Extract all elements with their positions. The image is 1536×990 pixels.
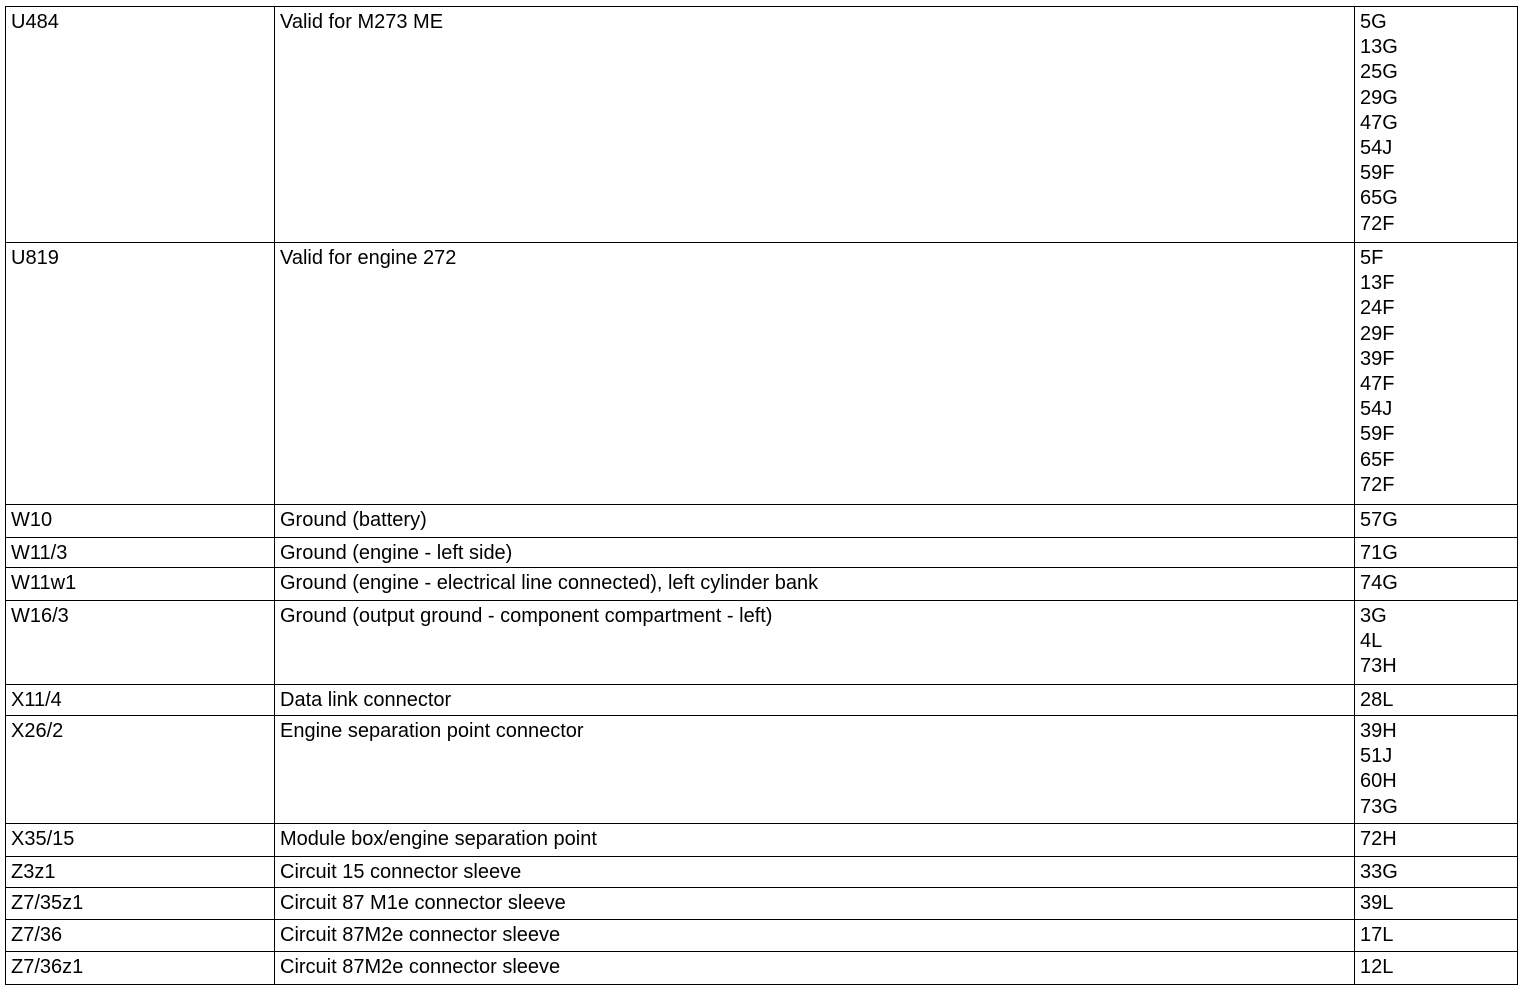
grid-coordinate: 57G <box>1360 509 1398 531</box>
grid-coordinates-cell <box>1355 888 1518 920</box>
grid-coordinate: 71G <box>1360 542 1398 564</box>
grid-coordinate: 13G <box>1360 36 1398 59</box>
grid-coordinate: 39L <box>1360 892 1394 914</box>
grid-coordinate: 74G <box>1360 572 1398 594</box>
grid-coordinate: 65G <box>1360 187 1398 210</box>
legend-table-body <box>6 7 1518 985</box>
table-row <box>6 824 1518 857</box>
grid-coordinate: 65F <box>1360 448 1395 471</box>
grid-coordinate: 59F <box>1360 162 1395 185</box>
grid-coordinate: 5G <box>1360 11 1387 33</box>
component-code-cell: Z7/35z1 <box>6 888 275 920</box>
component-code-cell: X35/15 <box>6 824 275 857</box>
grid-coordinates-cell <box>1355 568 1518 601</box>
component-code-cell: Z3z1 <box>6 857 275 888</box>
grid-coordinate: 47G <box>1360 111 1398 134</box>
table-row <box>6 685 1518 716</box>
grid-coordinate: 51J <box>1360 745 1393 768</box>
component-code-cell: Z7/36z1 <box>6 952 275 985</box>
grid-coordinates-cell <box>1355 538 1518 568</box>
grid-coordinates-cell <box>1355 7 1518 243</box>
component-code-cell: Z7/36 <box>6 920 275 952</box>
grid-coordinates-cell <box>1355 685 1518 716</box>
grid-coordinate: 3G <box>1360 605 1387 627</box>
grid-coordinates-cell <box>1355 920 1518 952</box>
component-description-cell: Engine separation point connector <box>275 716 1355 824</box>
grid-coordinates-cell <box>1355 857 1518 888</box>
component-legend-table <box>5 6 1518 985</box>
component-code-cell: X26/2 <box>6 716 275 824</box>
grid-coordinate: 13F <box>1360 272 1395 295</box>
component-code-cell: W16/3 <box>6 601 275 685</box>
grid-coordinates-cell <box>1355 505 1518 538</box>
grid-coordinate: 59F <box>1360 423 1395 446</box>
component-description-cell: Ground (battery) <box>275 505 1355 538</box>
component-code-cell: U484 <box>6 7 275 243</box>
grid-coordinate: 28L <box>1360 689 1394 711</box>
table-row <box>6 568 1518 601</box>
table-row <box>6 952 1518 985</box>
grid-coordinates-cell <box>1355 243 1518 505</box>
component-code-cell: U819 <box>6 243 275 505</box>
grid-coordinate: 24F <box>1360 297 1395 320</box>
grid-coordinate: 73G <box>1360 795 1398 818</box>
grid-coordinate: 72F <box>1360 473 1395 496</box>
table-row <box>6 7 1518 243</box>
grid-coordinate: 4L <box>1360 630 1383 653</box>
component-description-cell: Valid for M273 ME <box>275 7 1355 243</box>
component-description-cell: Ground (engine - left side) <box>275 538 1355 568</box>
table-row <box>6 920 1518 952</box>
component-description-cell: Circuit 87M2e connector sleeve <box>275 920 1355 952</box>
component-description-cell: Circuit 15 connector sleeve <box>275 857 1355 888</box>
table-row <box>6 601 1518 685</box>
component-code-cell: W11w1 <box>6 568 275 601</box>
grid-coordinate: 5F <box>1360 247 1384 269</box>
grid-coordinate: 29F <box>1360 322 1395 345</box>
grid-coordinate: 47F <box>1360 373 1395 396</box>
table-row <box>6 243 1518 505</box>
table-row <box>6 857 1518 888</box>
component-description-cell: Module box/engine separation point <box>275 824 1355 857</box>
grid-coordinate: 39F <box>1360 347 1395 370</box>
component-code-cell: W11/3 <box>6 538 275 568</box>
grid-coordinate: 12L <box>1360 956 1394 978</box>
table-row <box>6 888 1518 920</box>
table-row <box>6 538 1518 568</box>
component-description-cell: Ground (output ground - component compartment - left) <box>275 601 1355 685</box>
grid-coordinate: 54J <box>1360 398 1393 421</box>
grid-coordinate: 72F <box>1360 212 1395 235</box>
grid-coordinates-cell <box>1355 716 1518 824</box>
grid-coordinate: 54J <box>1360 137 1393 160</box>
grid-coordinate: 33G <box>1360 861 1398 883</box>
grid-coordinate: 39H <box>1360 720 1397 742</box>
component-description-cell: Ground (engine - electrical line connected), left cylinder bank <box>275 568 1355 601</box>
component-description-cell: Circuit 87M2e connector sleeve <box>275 952 1355 985</box>
grid-coordinate: 60H <box>1360 770 1397 793</box>
grid-coordinate: 29G <box>1360 86 1398 109</box>
component-description-cell: Valid for engine 272 <box>275 243 1355 505</box>
table-row <box>6 505 1518 538</box>
grid-coordinate: 25G <box>1360 61 1398 84</box>
grid-coordinates-cell <box>1355 952 1518 985</box>
component-code-cell: W10 <box>6 505 275 538</box>
grid-coordinate: 73H <box>1360 655 1397 678</box>
table-row <box>6 716 1518 824</box>
grid-coordinate: 72H <box>1360 828 1397 850</box>
grid-coordinates-cell <box>1355 601 1518 685</box>
grid-coordinate: 17L <box>1360 924 1394 946</box>
grid-coordinates-cell <box>1355 824 1518 857</box>
component-description-cell: Data link connector <box>275 685 1355 716</box>
component-code-cell: X11/4 <box>6 685 275 716</box>
component-description-cell: Circuit 87 M1e connector sleeve <box>275 888 1355 920</box>
